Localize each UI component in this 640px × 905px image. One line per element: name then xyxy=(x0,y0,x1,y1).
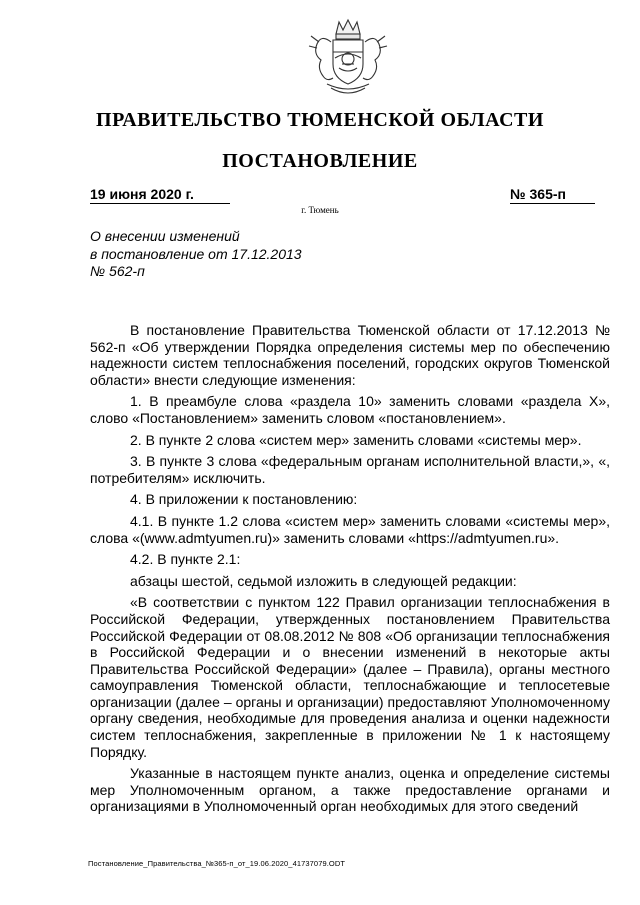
body-paragraph: 1. В преамбуле слова «раздела 10» заменить словами «раздела X», слово «Постановлением» заменить словом «постановлением». xyxy=(90,393,610,426)
coat-of-arms-icon xyxy=(303,12,393,102)
subject-line: О внесении изменений xyxy=(90,228,240,244)
document-body xyxy=(90,322,610,820)
document-number: № 365-п xyxy=(510,186,595,204)
body-paragraph: 4. В приложении к постановлению: xyxy=(130,491,358,508)
body-paragraph: 4.1. В пункте 1.2 слова «систем мер» заменить словами «системы мер», слова «(www.admtyumen.ru)» заменить словами «https://admtyumen.ru». xyxy=(90,512,610,546)
document-subject xyxy=(90,228,302,281)
footer-filename: Постановление_Правительства_№365-п_от_19.06.2020_41737079.ODT xyxy=(88,859,346,868)
body-paragraph: 2. В пункте 2 слова «систем мер» заменить словами «системы мер». xyxy=(130,431,582,448)
document-type-title: ПОСТАНОВЛЕНИЕ xyxy=(222,150,418,172)
body-paragraph: 4.2. В пункте 2.1: xyxy=(130,551,241,568)
body-paragraph: В постановление Правительства Тюменской области от 17.12.2013 № 562-п «Об утверждении Порядка определения системы мер по обеспечению надежности систем теплоснабжения поселений, городских округов Тюменской области» внести следующие изменения: xyxy=(90,322,610,388)
body-paragraph: абзацы шестой, седьмой изложить в следующей редакции: xyxy=(130,572,517,589)
subject-line: № 562-п xyxy=(90,263,145,279)
government-title: ПРАВИТЕЛЬСТВО ТЮМЕНСКОЙ ОБЛАСТИ xyxy=(96,109,544,131)
document-date: 19 июня 2020 г. xyxy=(90,186,230,204)
body-paragraph: «В соответствии с пунктом 122 Правил организации теплоснабжения в Российской Федерации, утвержденных постановлением Правительства Российской Федерации от 08.08.2012 № 808 «Об организации теплоснабжения в Российской Федерации и о внесении изменений в некоторые акты Правительства Российской Федерации» (далее – Правила), органы местного самоуправления Тюменской области, теплоснабжающие и теплосетевые организации (далее – органы и организации) предоставляют Уполномоченному органу сведения, необходимые для проведения анализа и оценки надежности систем теплоснабжения, закрепленные в приложении № 1 к настоящему Порядку. xyxy=(90,594,610,760)
body-paragraph: 3. В пункте 3 слова «федеральным органам исполнительной власти,», «, потребителям» исключить. xyxy=(90,453,610,486)
document-city: г. Тюмень xyxy=(301,205,339,215)
body-paragraph: Указанные в настоящем пункте анализ, оценка и определение системы мер Уполномоченным органом, а также предоставление органами и организациями в Уполномоченный орган необходимых для этого сведений xyxy=(90,765,610,815)
subject-line: в постановление от 17.12.2013 xyxy=(90,245,302,262)
